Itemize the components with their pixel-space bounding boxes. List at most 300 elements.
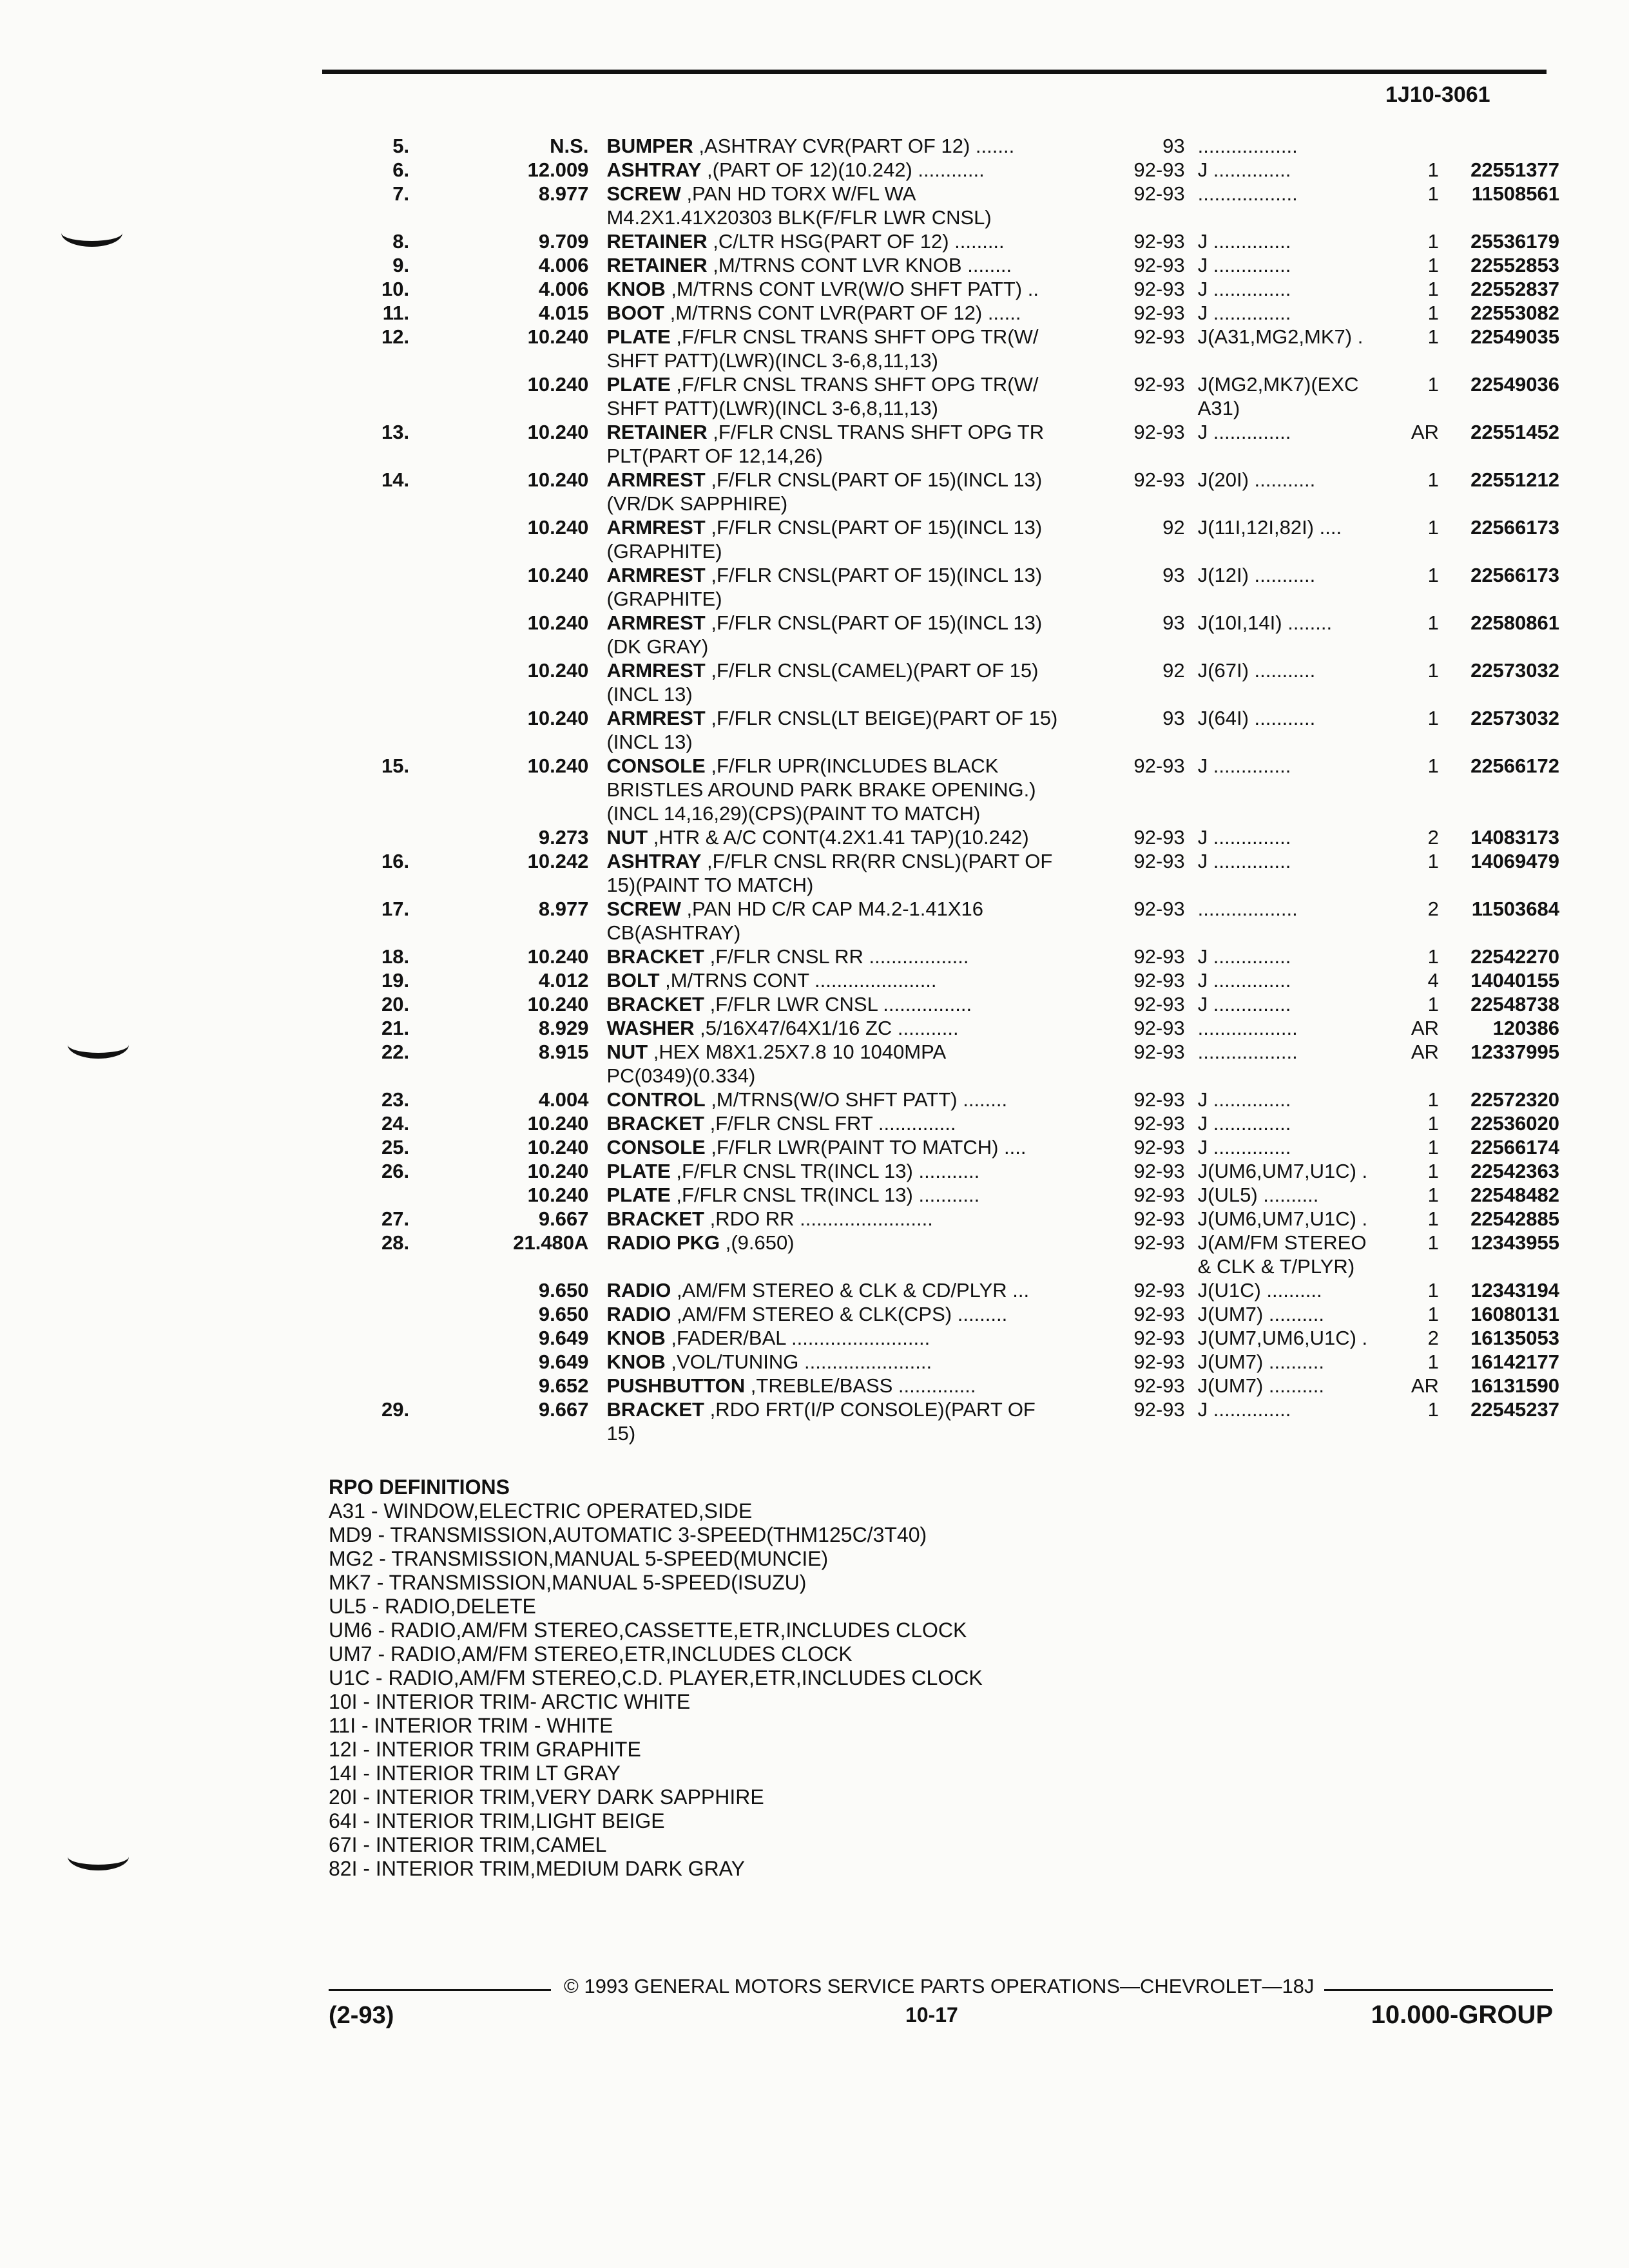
part-row bbox=[335, 1135, 1559, 1159]
illustration-ref: 10.240 bbox=[527, 659, 589, 682]
model-years: 92 bbox=[1162, 659, 1185, 682]
model-years: 92-93 bbox=[1133, 993, 1185, 1015]
part-number: 25536179 bbox=[1470, 230, 1560, 253]
part-name: ARMREST bbox=[606, 516, 706, 539]
part-number: 22551212 bbox=[1470, 468, 1560, 491]
model-years: 92-93 bbox=[1133, 1279, 1185, 1302]
usage-code: J(UM6,UM7,U1C) . bbox=[1197, 1160, 1368, 1182]
part-row bbox=[335, 1278, 1559, 1302]
model-years: 92-93 bbox=[1133, 1398, 1185, 1421]
part-detail: ,F/FLR CNSL TRANS SHFT OPG TR(W/ SHFT PATT)(LWR)(INCL 3-6,8,11,13) bbox=[606, 325, 1039, 372]
part-description bbox=[601, 1088, 1110, 1111]
quantity: 1 bbox=[1427, 1207, 1439, 1230]
part-number: 22551452 bbox=[1470, 421, 1560, 443]
quantity: AR bbox=[1411, 1041, 1439, 1063]
part-name: RADIO bbox=[606, 1303, 671, 1325]
part-description bbox=[601, 1183, 1110, 1207]
part-detail: ,AM/FM STEREO & CLK(CPS) ......... bbox=[671, 1303, 1008, 1325]
model-years: 92-93 bbox=[1133, 1374, 1185, 1397]
usage-code: J .............. bbox=[1197, 1088, 1291, 1111]
usage-code: .................. bbox=[1197, 182, 1298, 205]
part-number: 22566173 bbox=[1470, 564, 1560, 586]
model-years: 92 bbox=[1162, 516, 1185, 539]
part-description bbox=[601, 1135, 1110, 1159]
illustration-ref: 10.240 bbox=[527, 1184, 589, 1206]
illustration-ref: 9.649 bbox=[538, 1350, 589, 1373]
part-description bbox=[601, 1231, 1110, 1254]
part-name: CONSOLE bbox=[606, 1136, 706, 1158]
rpo-item: UM6 - RADIO,AM/FM STEREO,CASSETTE,ETR,INCLUDES CLOCK bbox=[329, 1619, 967, 1642]
rpo-item: UL5 - RADIO,DELETE bbox=[329, 1595, 536, 1618]
quantity: 1 bbox=[1427, 945, 1439, 968]
part-number: 14083173 bbox=[1470, 826, 1560, 849]
quantity: AR bbox=[1411, 1017, 1439, 1039]
part-number: 22552853 bbox=[1470, 254, 1560, 276]
part-name: KNOB bbox=[606, 278, 666, 300]
document-code: 1J10-3061 bbox=[1385, 82, 1490, 107]
part-name: ARMREST bbox=[606, 707, 706, 729]
part-row bbox=[335, 277, 1559, 301]
part-number: 22566172 bbox=[1470, 754, 1560, 777]
illustration-ref: 21.480A bbox=[513, 1231, 589, 1254]
usage-code: J .............. bbox=[1197, 969, 1291, 992]
part-description bbox=[601, 1374, 1110, 1398]
part-name: KNOB bbox=[606, 1350, 666, 1373]
part-number: 120386 bbox=[1492, 1017, 1560, 1039]
part-name: BRACKET bbox=[606, 1112, 704, 1135]
rpo-item: MD9 - TRANSMISSION,AUTOMATIC 3-SPEED(THM125C/3T40) bbox=[329, 1523, 927, 1546]
item-number: 23. bbox=[381, 1088, 410, 1111]
rpo-item: 82I - INTERIOR TRIM,MEDIUM DARK GRAY bbox=[329, 1857, 745, 1880]
part-name: CONSOLE bbox=[606, 754, 706, 777]
illustration-ref: 4.004 bbox=[538, 1088, 589, 1111]
part-row bbox=[335, 1111, 1559, 1135]
usage-code: J .............. bbox=[1197, 754, 1291, 777]
part-name: PUSHBUTTON bbox=[606, 1374, 746, 1397]
illustration-ref: 10.240 bbox=[527, 754, 589, 777]
quantity: 1 bbox=[1427, 993, 1439, 1015]
quantity: 1 bbox=[1427, 1231, 1439, 1254]
usage-code: J(MG2,MK7)(EXC A31) bbox=[1197, 373, 1359, 419]
quantity: 1 bbox=[1427, 564, 1439, 586]
part-row bbox=[335, 968, 1559, 992]
part-name: NUT bbox=[606, 1041, 648, 1063]
part-detail: ,AM/FM STEREO & CLK & CD/PLYR ... bbox=[671, 1279, 1030, 1302]
model-years: 92-93 bbox=[1133, 254, 1185, 276]
quantity: 1 bbox=[1427, 754, 1439, 777]
part-row bbox=[335, 1326, 1559, 1350]
model-years: 92-93 bbox=[1133, 969, 1185, 992]
part-row bbox=[335, 1088, 1559, 1111]
binder-hole-mark bbox=[61, 219, 122, 247]
part-name: BRACKET bbox=[606, 1398, 704, 1421]
part-number: 22566174 bbox=[1470, 1136, 1560, 1158]
illustration-ref: 4.006 bbox=[538, 254, 589, 276]
model-years: 93 bbox=[1162, 564, 1185, 586]
part-description bbox=[601, 253, 1110, 277]
part-number: 22549035 bbox=[1470, 325, 1560, 348]
rpo-item: A31 - WINDOW,ELECTRIC OPERATED,SIDE bbox=[329, 1499, 753, 1523]
part-description bbox=[601, 301, 1110, 325]
part-description bbox=[601, 182, 1110, 229]
part-row bbox=[335, 1183, 1559, 1207]
illustration-ref: 10.240 bbox=[527, 1112, 589, 1135]
quantity: 1 bbox=[1427, 159, 1439, 181]
part-description bbox=[601, 1016, 1110, 1040]
part-description bbox=[601, 992, 1110, 1016]
part-number: 14040155 bbox=[1470, 969, 1560, 992]
usage-code: .................. bbox=[1197, 135, 1298, 157]
header-rule bbox=[322, 70, 1547, 74]
quantity: 1 bbox=[1427, 1303, 1439, 1325]
quantity: 1 bbox=[1427, 1350, 1439, 1373]
item-number: 17. bbox=[381, 898, 410, 920]
part-number: 12343955 bbox=[1470, 1231, 1560, 1254]
part-description bbox=[601, 849, 1110, 897]
part-description bbox=[601, 825, 1110, 849]
model-years: 92-93 bbox=[1133, 898, 1185, 920]
part-detail: ,F/FLR CNSL FRT .............. bbox=[704, 1112, 956, 1135]
part-row bbox=[335, 1398, 1559, 1445]
part-detail: ,F/FLR CNSL(PART OF 15)(INCL 13) (GRAPHITE) bbox=[606, 564, 1043, 610]
binder-hole-mark bbox=[68, 1031, 129, 1059]
part-detail: ,F/FLR CNSL(PART OF 15)(INCL 13) (GRAPHITE) bbox=[606, 516, 1043, 562]
quantity: 1 bbox=[1427, 1279, 1439, 1302]
usage-code: J .............. bbox=[1197, 826, 1291, 849]
usage-code: J(10I,14I) ........ bbox=[1197, 611, 1333, 634]
usage-code: J(64I) ........... bbox=[1197, 707, 1316, 729]
usage-code: J(20I) ........... bbox=[1197, 468, 1316, 491]
illustration-ref: 8.915 bbox=[538, 1041, 589, 1063]
model-years: 92-93 bbox=[1133, 325, 1185, 348]
usage-code: J(UL5) .......... bbox=[1197, 1184, 1319, 1206]
usage-code: J(A31,MG2,MK7) . bbox=[1197, 325, 1364, 348]
part-detail: ,F/FLR CNSL(LT BEIGE)(PART OF 15) (INCL 13) bbox=[606, 707, 1058, 753]
model-years: 92-93 bbox=[1133, 1327, 1185, 1349]
illustration-ref: 8.929 bbox=[538, 1017, 589, 1039]
part-description bbox=[601, 563, 1110, 611]
usage-code: .................. bbox=[1197, 1017, 1298, 1039]
part-number: 11508561 bbox=[1471, 182, 1560, 205]
rpo-item: 14I - INTERIOR TRIM LT GRAY bbox=[329, 1762, 621, 1785]
illustration-ref: 8.977 bbox=[538, 898, 589, 920]
page-footer bbox=[329, 1975, 1553, 2052]
part-name: BRACKET bbox=[606, 945, 704, 968]
model-years: 92-93 bbox=[1133, 1017, 1185, 1039]
model-years: 92-93 bbox=[1133, 1112, 1185, 1135]
part-number: 22551377 bbox=[1470, 159, 1560, 181]
item-number: 25. bbox=[381, 1136, 410, 1158]
part-detail: ,M/TRNS CONT ...................... bbox=[659, 969, 937, 992]
part-number: 16131590 bbox=[1470, 1374, 1560, 1397]
model-years: 92-93 bbox=[1133, 1160, 1185, 1182]
part-number: 22580861 bbox=[1470, 611, 1560, 634]
item-number: 10. bbox=[381, 278, 410, 300]
part-row bbox=[335, 611, 1559, 658]
illustration-ref: 9.650 bbox=[538, 1303, 589, 1325]
quantity: 4 bbox=[1427, 969, 1439, 992]
item-number: 5. bbox=[392, 135, 410, 157]
binder-hole-mark bbox=[68, 1843, 129, 1870]
quantity: 1 bbox=[1427, 278, 1439, 300]
part-number: 12337995 bbox=[1470, 1041, 1560, 1063]
part-name: RADIO bbox=[606, 1279, 671, 1302]
usage-code: J(U1C) .......... bbox=[1197, 1279, 1322, 1302]
part-detail: ,(9.650) bbox=[720, 1231, 795, 1254]
item-number: 11. bbox=[382, 302, 410, 324]
rpo-item: 20I - INTERIOR TRIM,VERY DARK SAPPHIRE bbox=[329, 1785, 764, 1809]
part-name: BOOT bbox=[606, 302, 664, 324]
part-detail: ,TREBLE/BASS .............. bbox=[745, 1374, 976, 1397]
part-description bbox=[601, 1159, 1110, 1183]
part-description bbox=[601, 706, 1110, 754]
illustration-ref: 10.240 bbox=[527, 1136, 589, 1158]
illustration-ref: 10.240 bbox=[527, 1160, 589, 1182]
rpo-item: 12I - INTERIOR TRIM GRAPHITE bbox=[329, 1738, 641, 1761]
rpo-definitions bbox=[329, 1475, 1360, 1881]
part-row bbox=[335, 945, 1559, 968]
usage-code: J(UM7) .......... bbox=[1197, 1303, 1324, 1325]
part-detail: ,F/FLR CNSL(PART OF 15)(INCL 13) (VR/DK SAPPHIRE) bbox=[606, 468, 1043, 515]
illustration-ref: 10.240 bbox=[527, 707, 589, 729]
part-number: 16142177 bbox=[1470, 1350, 1560, 1373]
item-number: 15. bbox=[381, 754, 410, 777]
part-name: SCREW bbox=[606, 898, 681, 920]
part-row bbox=[335, 849, 1559, 897]
quantity: 1 bbox=[1427, 1136, 1439, 1158]
item-number: 21. bbox=[381, 1017, 410, 1039]
part-row bbox=[335, 1302, 1559, 1326]
rpo-heading: RPO DEFINITIONS bbox=[329, 1475, 510, 1499]
part-name: WASHER bbox=[606, 1017, 695, 1039]
part-name: ASHTRAY bbox=[606, 159, 702, 181]
item-number: 16. bbox=[381, 850, 410, 872]
item-number: 24. bbox=[381, 1112, 410, 1135]
model-years: 92-93 bbox=[1133, 230, 1185, 253]
part-row bbox=[335, 754, 1559, 825]
part-description bbox=[601, 158, 1110, 182]
usage-code: J .............. bbox=[1197, 159, 1291, 181]
part-row bbox=[335, 1040, 1559, 1088]
part-description bbox=[601, 515, 1110, 563]
quantity: 1 bbox=[1427, 850, 1439, 872]
item-number: 14. bbox=[381, 468, 410, 491]
model-years: 93 bbox=[1162, 611, 1185, 634]
quantity: 2 bbox=[1427, 1327, 1439, 1349]
quantity: 1 bbox=[1427, 707, 1439, 729]
part-number: 22553082 bbox=[1470, 302, 1560, 324]
item-number: 26. bbox=[381, 1160, 410, 1182]
part-detail: ,HTR & A/C CONT(4.2X1.41 TAP)(10.242) bbox=[648, 826, 1029, 849]
footer-rule bbox=[1324, 1989, 1553, 1991]
part-row bbox=[335, 372, 1559, 420]
model-years: 92-93 bbox=[1133, 1088, 1185, 1111]
group-label: 10.000-GROUP bbox=[1371, 2001, 1553, 2029]
part-row bbox=[335, 658, 1559, 706]
part-name: RETAINER bbox=[606, 230, 708, 253]
illustration-ref: 10.240 bbox=[527, 421, 589, 443]
usage-code: J(AM/FM STEREO & CLK & T/PLYR) bbox=[1197, 1231, 1367, 1278]
usage-code: J .............. bbox=[1197, 1136, 1291, 1158]
item-number: 29. bbox=[381, 1398, 410, 1421]
part-detail: ,RDO RR ........................ bbox=[704, 1207, 933, 1230]
usage-code: J(12I) ........... bbox=[1197, 564, 1316, 586]
part-description bbox=[601, 1302, 1110, 1326]
usage-code: J .............. bbox=[1197, 1112, 1291, 1135]
model-years: 92-93 bbox=[1133, 468, 1185, 491]
part-name: BUMPER bbox=[606, 135, 693, 157]
part-name: CONTROL bbox=[606, 1088, 706, 1111]
rpo-list bbox=[329, 1499, 1360, 1881]
quantity: AR bbox=[1411, 1374, 1439, 1397]
model-years: 92-93 bbox=[1133, 159, 1185, 181]
part-detail: ,RDO FRT(I/P CONSOLE)(PART OF 15) bbox=[606, 1398, 1036, 1445]
quantity: 1 bbox=[1427, 1160, 1439, 1182]
illustration-ref: 9.652 bbox=[538, 1374, 589, 1397]
part-row bbox=[335, 420, 1559, 468]
copyright-text: © 1993 GENERAL MOTORS SERVICE PARTS OPERATIONS—CHEVROLET—18J bbox=[564, 1975, 1315, 1997]
part-description bbox=[601, 277, 1110, 301]
part-name: NUT bbox=[606, 826, 648, 849]
part-detail: ,VOL/TUNING ....................... bbox=[665, 1350, 932, 1373]
illustration-ref: N.S. bbox=[550, 135, 589, 157]
rpo-item: 64I - INTERIOR TRIM,LIGHT BEIGE bbox=[329, 1809, 665, 1832]
part-number: 22545237 bbox=[1470, 1398, 1560, 1421]
part-detail: ,(PART OF 12)(10.242) ............ bbox=[701, 159, 985, 181]
part-row bbox=[335, 1207, 1559, 1231]
rpo-item: MK7 - TRANSMISSION,MANUAL 5-SPEED(ISUZU) bbox=[329, 1571, 807, 1594]
part-detail: ,F/FLR LWR(PAINT TO MATCH) .... bbox=[705, 1136, 1027, 1158]
usage-code: J .............. bbox=[1197, 850, 1291, 872]
part-detail: ,F/FLR CNSL(PART OF 15)(INCL 13) (DK GRAY) bbox=[606, 611, 1043, 658]
part-row bbox=[335, 825, 1559, 849]
part-detail: ,F/FLR CNSL TRANS SHFT OPG TR PLT(PART OF 12,14,26) bbox=[606, 421, 1045, 467]
part-description bbox=[601, 325, 1110, 372]
part-number: 22549036 bbox=[1470, 373, 1560, 396]
model-years: 92-93 bbox=[1133, 754, 1185, 777]
part-detail: ,M/TRNS CONT LVR(W/O SHFT PATT) .. bbox=[665, 278, 1039, 300]
illustration-ref: 4.006 bbox=[538, 278, 589, 300]
part-description bbox=[601, 420, 1110, 468]
model-years: 92-93 bbox=[1133, 945, 1185, 968]
part-detail: ,F/FLR CNSL RR(RR CNSL)(PART OF 15)(PAINT TO MATCH) bbox=[606, 850, 1053, 896]
part-description bbox=[601, 1111, 1110, 1135]
illustration-ref: 10.240 bbox=[527, 373, 589, 396]
item-number: 8. bbox=[392, 230, 410, 253]
quantity: 1 bbox=[1427, 1398, 1439, 1421]
model-years: 92-93 bbox=[1133, 278, 1185, 300]
part-row bbox=[335, 1159, 1559, 1183]
illustration-ref: 10.240 bbox=[527, 993, 589, 1015]
quantity: AR bbox=[1411, 421, 1439, 443]
quantity: 1 bbox=[1427, 1112, 1439, 1135]
quantity: 2 bbox=[1427, 826, 1439, 849]
part-detail: ,F/FLR CNSL TRANS SHFT OPG TR(W/ SHFT PATT)(LWR)(INCL 3-6,8,11,13) bbox=[606, 373, 1039, 419]
part-name: ARMREST bbox=[606, 468, 706, 491]
illustration-ref: 10.240 bbox=[527, 468, 589, 491]
illustration-ref: 9.650 bbox=[538, 1279, 589, 1302]
illustration-ref: 9.709 bbox=[538, 230, 589, 253]
part-row bbox=[335, 468, 1559, 515]
quantity: 1 bbox=[1427, 1088, 1439, 1111]
part-detail: ,M/TRNS CONT LVR(PART OF 12) ...... bbox=[664, 302, 1021, 324]
part-description bbox=[601, 1350, 1110, 1374]
part-number: 22548482 bbox=[1470, 1184, 1560, 1206]
item-number: 6. bbox=[392, 159, 410, 181]
part-row bbox=[335, 515, 1559, 563]
illustration-ref: 9.667 bbox=[538, 1398, 589, 1421]
part-description bbox=[601, 134, 1110, 158]
part-detail: ,C/LTR HSG(PART OF 12) ......... bbox=[707, 230, 1005, 253]
item-number: 7. bbox=[392, 182, 410, 205]
part-detail: ,5/16X47/64X1/16 ZC ........... bbox=[694, 1017, 959, 1039]
illustration-ref: 10.242 bbox=[527, 850, 589, 872]
footer-rule bbox=[329, 1989, 551, 1991]
item-number: 27. bbox=[381, 1207, 410, 1230]
model-years: 92-93 bbox=[1133, 1231, 1185, 1254]
part-description bbox=[601, 968, 1110, 992]
item-number: 12. bbox=[381, 325, 410, 348]
illustration-ref: 9.649 bbox=[538, 1327, 589, 1349]
usage-code: J(UM7,UM6,U1C) . bbox=[1197, 1327, 1368, 1349]
part-name: ASHTRAY bbox=[606, 850, 702, 872]
part-row bbox=[335, 253, 1559, 277]
quantity: 1 bbox=[1427, 516, 1439, 539]
part-number: 11503684 bbox=[1471, 898, 1560, 920]
part-number: 22552837 bbox=[1470, 278, 1560, 300]
part-number: 16135053 bbox=[1470, 1327, 1560, 1349]
quantity: 1 bbox=[1427, 1184, 1439, 1206]
model-years: 92-93 bbox=[1133, 1303, 1185, 1325]
quantity: 1 bbox=[1427, 373, 1439, 396]
part-name: BOLT bbox=[606, 969, 660, 992]
model-years: 92-93 bbox=[1133, 1041, 1185, 1063]
part-name: ARMREST bbox=[606, 659, 706, 682]
part-detail: ,F/FLR CNSL RR .................. bbox=[704, 945, 969, 968]
part-description bbox=[601, 1207, 1110, 1231]
quantity: 1 bbox=[1427, 182, 1439, 205]
model-years: 92-93 bbox=[1133, 850, 1185, 872]
part-detail: ,PAN HD C/R CAP M4.2-1.41X16 CB(ASHTRAY) bbox=[606, 898, 984, 944]
part-row bbox=[335, 158, 1559, 182]
part-detail: ,F/FLR CNSL TR(INCL 13) ........... bbox=[670, 1184, 980, 1206]
model-years: 92-93 bbox=[1133, 826, 1185, 849]
usage-code: J .............. bbox=[1197, 421, 1291, 443]
usage-code: J .............. bbox=[1197, 254, 1291, 276]
part-name: KNOB bbox=[606, 1327, 666, 1349]
model-years: 92-93 bbox=[1133, 373, 1185, 396]
illustration-ref: 4.015 bbox=[538, 302, 589, 324]
part-row bbox=[335, 992, 1559, 1016]
rpo-item: 10I - INTERIOR TRIM- ARCTIC WHITE bbox=[329, 1690, 691, 1713]
part-number: 16080131 bbox=[1470, 1303, 1560, 1325]
usage-code: J(UM7) .......... bbox=[1197, 1350, 1324, 1373]
part-detail: ,F/FLR CNSL TR(INCL 13) ........... bbox=[670, 1160, 980, 1182]
rpo-item: 67I - INTERIOR TRIM,CAMEL bbox=[329, 1833, 607, 1856]
usage-code: J .............. bbox=[1197, 1398, 1291, 1421]
model-years: 92-93 bbox=[1133, 182, 1185, 205]
parts-list bbox=[335, 134, 1559, 1445]
part-name: PLATE bbox=[606, 325, 671, 348]
part-description bbox=[601, 229, 1110, 253]
usage-code: J(67I) ........... bbox=[1197, 659, 1316, 682]
item-number: 22. bbox=[381, 1041, 410, 1063]
quantity: 1 bbox=[1427, 230, 1439, 253]
usage-code: .................. bbox=[1197, 898, 1298, 920]
quantity: 1 bbox=[1427, 468, 1439, 491]
illustration-ref: 12.009 bbox=[527, 159, 589, 181]
illustration-ref: 10.240 bbox=[527, 945, 589, 968]
